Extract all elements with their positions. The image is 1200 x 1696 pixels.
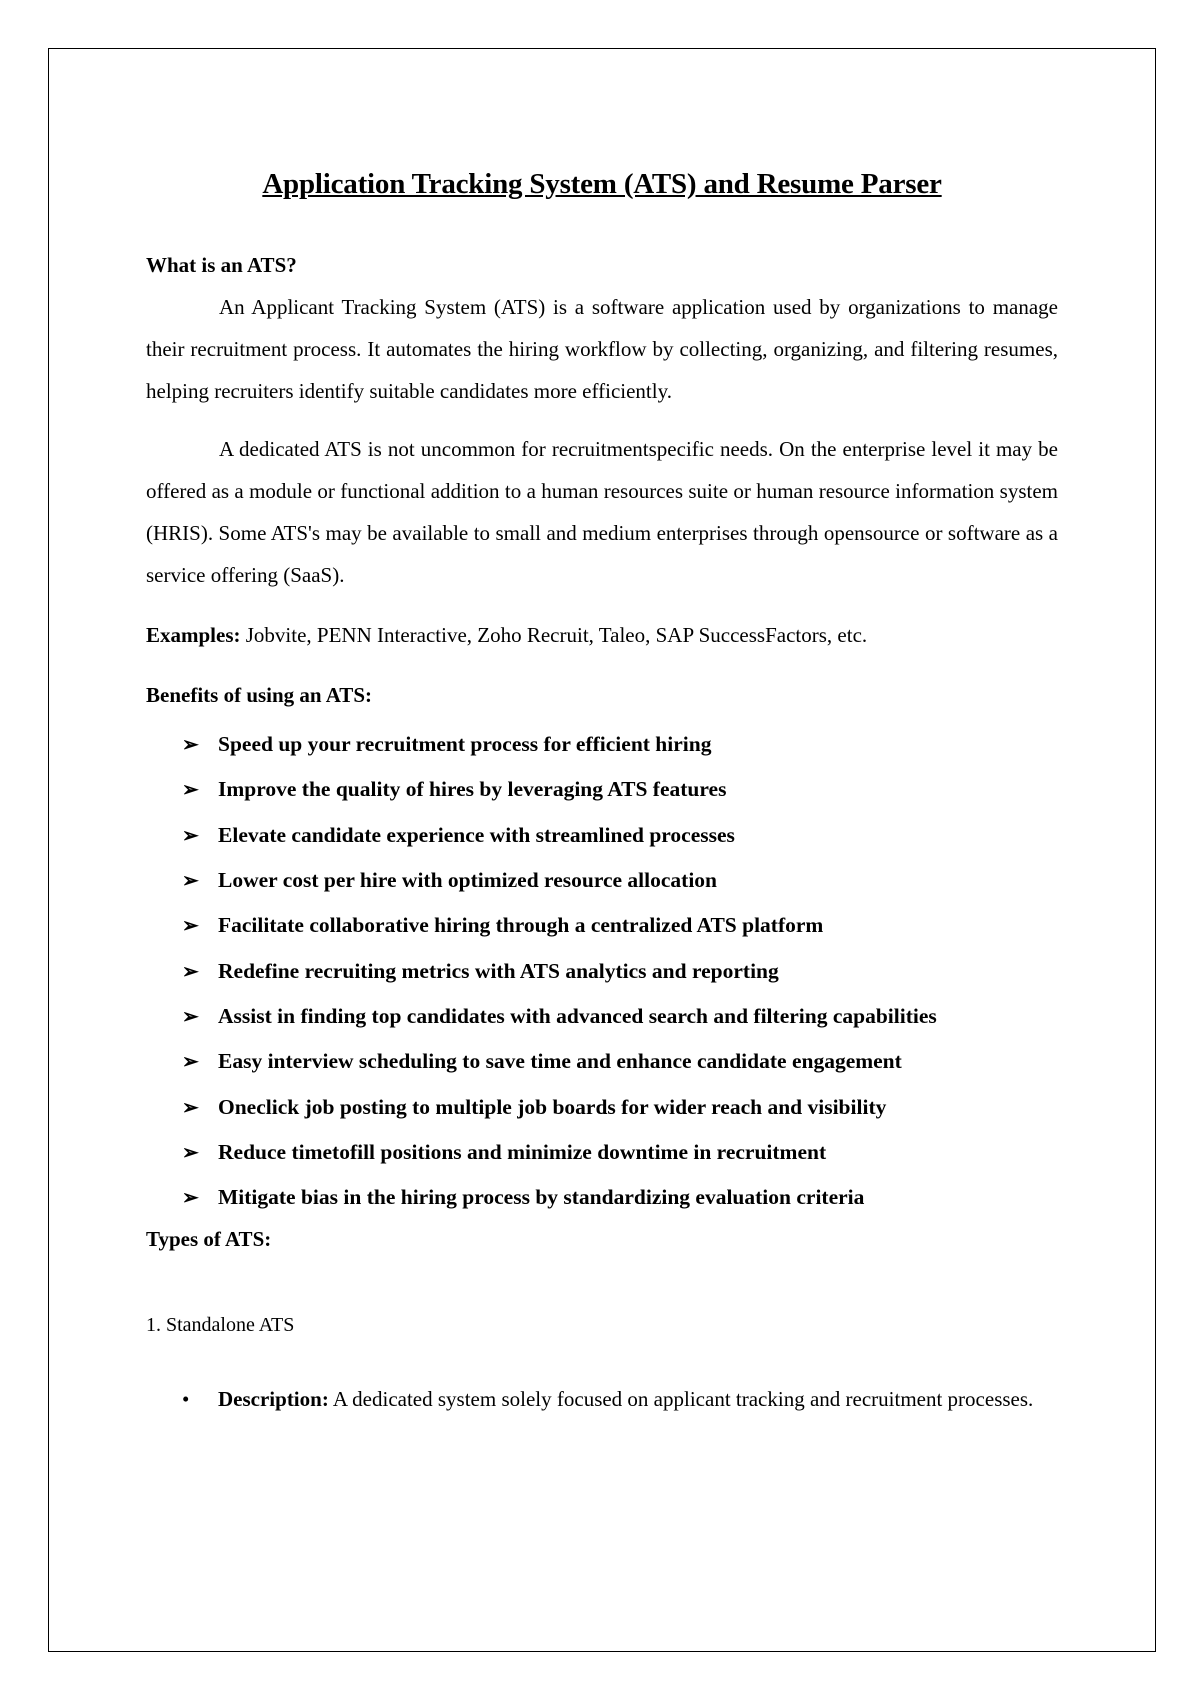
benefit-text: Redefine recruiting metrics with ATS analytics and reporting [218, 958, 779, 983]
arrow-bullet-icon: ➢ [182, 1141, 199, 1164]
benefits-heading: Benefits of using an ATS: [146, 683, 372, 707]
what-is-ats-heading: What is an ATS? [146, 253, 297, 277]
examples-text: Jobvite, PENN Interactive, Zoho Recruit, Taleo, SAP SuccessFactors, etc. [240, 623, 868, 647]
list-item [146, 1084, 1058, 1129]
description-item [146, 1378, 1058, 1420]
benefit-text: Mitigate bias in the hiring process by standardizing evaluation criteria [218, 1185, 865, 1210]
list-item [146, 948, 1058, 993]
arrow-bullet-icon: ➢ [182, 960, 199, 983]
arrow-bullet-icon: ➢ [182, 870, 199, 893]
arrow-bullet-icon: ➢ [182, 779, 199, 802]
arrow-bullet-icon: ➢ [182, 824, 199, 847]
paragraph-ats-enterprise: A dedicated ATS is not uncommon for recruitmentspecific needs. On the enterprise level it may be offered as a module or functional addition to a human resources suite or human resource information system (HRIS). Some ATS's may be available to small and medium enterprises through opensource or software as a service offering (SaaS). [146, 437, 1058, 587]
document-body [146, 168, 1058, 1420]
dot-bullet-icon: • [182, 1387, 190, 1412]
benefit-text: Assist in finding top candidates with advanced search and filtering capabilities [218, 1003, 937, 1028]
benefit-text: Easy interview scheduling to save time and enhance candidate engagement [218, 1049, 902, 1074]
arrow-bullet-icon: ➢ [182, 1096, 199, 1119]
benefit-text: Elevate candidate experience with streamlined processes [218, 822, 735, 847]
list-item [146, 767, 1058, 812]
list-item [146, 813, 1058, 858]
description-text-block [218, 1378, 1058, 1420]
list-item [146, 903, 1058, 948]
examples-label: Examples: [146, 623, 241, 647]
list-item [146, 858, 1058, 903]
arrow-bullet-icon: ➢ [182, 915, 199, 938]
benefit-text: Lower cost per hire with optimized resource allocation [218, 868, 718, 893]
benefit-text: Speed up your recruitment process for efficient hiring [218, 732, 712, 757]
list-item [146, 994, 1058, 1039]
benefit-text: Facilitate collaborative hiring through a centralized ATS platform [218, 913, 824, 938]
list-item [146, 1175, 1058, 1220]
arrow-bullet-icon: ➢ [182, 1051, 199, 1074]
document-title: Application Tracking System (ATS) and Resume Parser [262, 168, 942, 200]
type-standalone-ats: 1. Standalone ATS [146, 1314, 295, 1337]
description-text: A dedicated system solely focused on applicant tracking and recruitment processes. [328, 1387, 1034, 1412]
paragraph-ats-definition: An Applicant Tracking System (ATS) is a software application used by organizations to manage their recruitment process. It automates the hiring workflow by collecting, organizing, and filtering resumes, helping recruiters identify suitable candidates more efficiently. [146, 295, 1058, 403]
description-label: Description: [218, 1387, 329, 1412]
benefit-text: Improve the quality of hires by leveraging ATS features [218, 777, 727, 802]
benefits-list [146, 722, 1058, 1220]
benefit-text: Reduce timetofill positions and minimize downtime in recruitment [218, 1139, 827, 1164]
examples-line [146, 620, 1058, 650]
list-item [146, 722, 1058, 767]
list-item [146, 1039, 1058, 1084]
benefit-text: Oneclick job posting to multiple job boards for wider reach and visibility [218, 1094, 887, 1119]
arrow-bullet-icon: ➢ [182, 734, 199, 757]
arrow-bullet-icon: ➢ [182, 1005, 199, 1028]
types-heading: Types of ATS: [146, 1227, 272, 1252]
arrow-bullet-icon: ➢ [182, 1187, 199, 1210]
list-item [146, 1130, 1058, 1175]
